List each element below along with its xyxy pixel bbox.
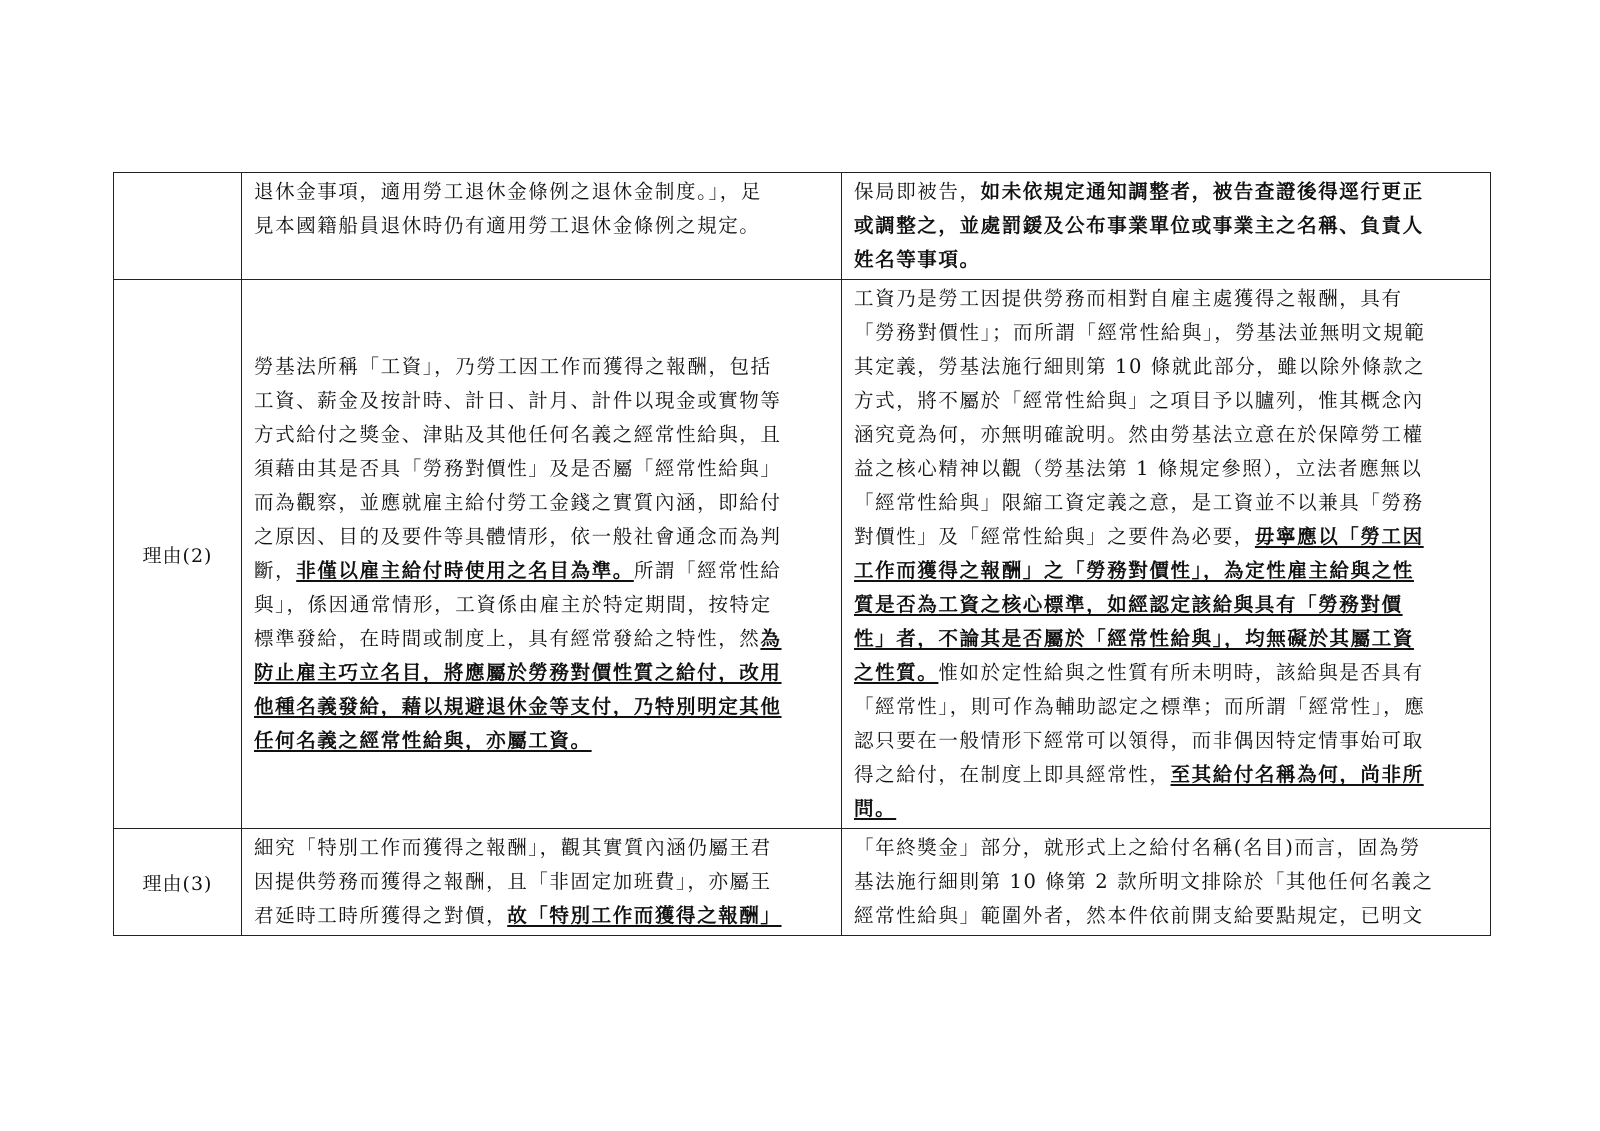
bold-text: 如未依規定通知調整者，被告查證後得逕行更正 bbox=[980, 180, 1424, 203]
text-line bbox=[254, 554, 827, 588]
text-segment: 斷， bbox=[254, 559, 297, 582]
text-segment: 而為觀察，並應就雇主給付勞工金錢之實質內涵，即給付 bbox=[254, 491, 782, 514]
text-line bbox=[854, 418, 1476, 452]
left-column-text bbox=[242, 173, 842, 280]
text-line bbox=[854, 792, 1476, 826]
text-segment: 益之核心精神以觀（勞基法第 1 條規定參照），立法者應無以 bbox=[854, 457, 1423, 480]
text-line bbox=[854, 865, 1476, 899]
text-line bbox=[254, 724, 827, 758]
text-line bbox=[854, 690, 1476, 724]
text-segment: 基法施行細則第 10 條第 2 款所明文排除於「其他任何名義之 bbox=[854, 870, 1434, 893]
text-line bbox=[854, 656, 1476, 690]
text-line bbox=[854, 520, 1476, 554]
text-segment: 君延時工時所獲得之對價， bbox=[254, 904, 508, 927]
document-table bbox=[113, 172, 1491, 936]
emphasized-text: 任何名義之經常性給與，亦屬工資。 bbox=[254, 729, 592, 752]
text-line bbox=[254, 418, 827, 452]
emphasized-text: 防止雇主巧立名目，將應屬於勞務對價性質之給付，改用 bbox=[254, 661, 782, 684]
text-line bbox=[854, 384, 1476, 418]
text-segment: 之原因、目的及要件等具體情形，依一般社會通念而為判 bbox=[254, 525, 782, 548]
paragraph bbox=[254, 350, 827, 758]
text-segment: 「勞務對價性」；而所謂「經常性給與」，勞基法並無明文規範 bbox=[854, 321, 1426, 344]
text-segment: 細究「特別工作而獲得之報酬」，觀其實質內涵仍屬王君 bbox=[254, 836, 772, 859]
text-line bbox=[854, 622, 1476, 656]
text-segment: 方式給付之獎金、津貼及其他任何名義之經常性給與，且 bbox=[254, 423, 782, 446]
text-segment: 須藉由其是否具「勞務對價性」及是否屬「經常性給與」 bbox=[254, 457, 782, 480]
text-segment: 工資、薪金及按計時、計日、計月、計件以現金或實物等 bbox=[254, 389, 782, 412]
text-segment: 與」，係因通常情形，工資係由雇主於特定期間，按特定 bbox=[254, 593, 772, 616]
text-line bbox=[254, 520, 827, 554]
text-segment: 見本國籍船員退休時仍有適用勞工退休金條例之規定。 bbox=[254, 214, 761, 237]
text-line bbox=[854, 243, 1476, 277]
paragraph bbox=[254, 175, 827, 243]
emphasized-text: 他種名義發給，藉以規避退休金等支付，乃特別明定其他 bbox=[254, 695, 782, 718]
text-segment: 退休金事項，適用勞工退休金條例之退休金制度。」，足 bbox=[254, 180, 763, 203]
table-row bbox=[114, 280, 1491, 829]
text-line bbox=[854, 724, 1476, 758]
text-line bbox=[254, 831, 827, 865]
right-column-text bbox=[842, 280, 1491, 829]
emphasized-text: 之性質。 bbox=[854, 661, 939, 684]
text-segment: 認只要在一般情形下經常可以領得，而非偶因特定情事始可取 bbox=[854, 729, 1424, 752]
text-line bbox=[254, 384, 827, 418]
paragraph bbox=[254, 831, 827, 933]
row-label: 理由(3) bbox=[114, 829, 242, 936]
text-segment: 因提供勞務而獲得之報酬，且「非固定加班費」，亦屬王 bbox=[254, 870, 772, 893]
bold-text: 姓名等事項。 bbox=[854, 248, 981, 271]
text-segment: 對價性」及「經常性給與」之要件為必要， bbox=[854, 525, 1255, 548]
right-column-text bbox=[842, 173, 1491, 280]
row-label bbox=[114, 173, 242, 280]
table-row bbox=[114, 173, 1491, 280]
text-line bbox=[254, 209, 827, 243]
left-column-text bbox=[242, 829, 842, 936]
text-line bbox=[254, 452, 827, 486]
emphasized-text: 為 bbox=[760, 627, 782, 650]
text-line bbox=[854, 588, 1476, 622]
text-segment: 工資乃是勞工因提供勞務而相對自雇主處獲得之報酬，具有 bbox=[854, 287, 1403, 310]
text-line bbox=[254, 588, 827, 622]
text-line bbox=[254, 865, 827, 899]
text-segment: 標準發給，在時間或制度上，具有經常發給之特性，然 bbox=[254, 627, 761, 650]
emphasized-text: 毋寧應以「勞工因 bbox=[1254, 525, 1424, 548]
text-line bbox=[854, 486, 1476, 520]
left-column-text bbox=[242, 280, 842, 829]
text-line bbox=[854, 554, 1476, 588]
text-segment: 所謂「經常性給 bbox=[633, 559, 782, 582]
text-line bbox=[854, 282, 1476, 316]
text-segment: 其定義，勞基法施行細則第 10 條就此部分，雖以除外條款之 bbox=[854, 355, 1426, 378]
text-segment: 「經常性」，則可作為輔助認定之標準；而所謂「經常性」，應 bbox=[854, 695, 1426, 718]
text-line bbox=[854, 350, 1476, 384]
paragraph bbox=[854, 831, 1476, 933]
text-segment: 經常性給與」範圍外者，然本件依前開支給要點規定，已明文 bbox=[854, 904, 1424, 927]
text-line bbox=[854, 899, 1476, 933]
emphasized-text: 工作而獲得之報酬」之「勞務對價性」，為定性雇主給與之性 bbox=[854, 559, 1414, 582]
text-segment: 方式，將不屬於「經常性給與」之項目予以臚列，惟其概念內 bbox=[854, 389, 1424, 412]
text-segment: 惟如於定性給與之性質有所未明時，該給與是否具有 bbox=[938, 661, 1424, 684]
text-line bbox=[254, 690, 827, 724]
text-line bbox=[854, 831, 1476, 865]
text-line bbox=[854, 316, 1476, 350]
text-line bbox=[254, 486, 827, 520]
text-segment: 保局即被告， bbox=[854, 180, 981, 203]
emphasized-text: 質是否為工資之核心標準，如經認定該給與具有「勞務對價 bbox=[854, 593, 1403, 616]
emphasized-text: 問。 bbox=[854, 797, 897, 820]
paragraph bbox=[854, 175, 1476, 277]
text-line bbox=[254, 656, 827, 690]
text-segment: 勞基法所稱「工資」，乃勞工因工作而獲得之報酬，包括 bbox=[254, 355, 772, 378]
emphasized-text: 性」者，不論其是否屬於「經常性給與」，均無礙於其屬工資 bbox=[854, 627, 1414, 650]
table-row bbox=[114, 829, 1491, 936]
emphasized-text: 非僅以雇主給付時使用之名目為準。 bbox=[296, 559, 634, 582]
bold-text: 或調整之，並處罰鍰及公布事業單位或事業主之名稱、負責人 bbox=[854, 214, 1424, 237]
emphasized-text: 至其給付名稱為何，尚非所 bbox=[1170, 763, 1424, 786]
right-column-text bbox=[842, 829, 1491, 936]
text-line bbox=[854, 175, 1476, 209]
text-line bbox=[254, 350, 827, 384]
text-line bbox=[854, 209, 1476, 243]
text-line bbox=[854, 452, 1476, 486]
text-line bbox=[254, 622, 827, 656]
text-segment: 「年終獎金」部分，就形式上之給付名稱(名目)而言，固為勞 bbox=[854, 836, 1422, 859]
text-segment: 涵究竟為何，亦無明確說明。然由勞基法立意在於保障勞工權 bbox=[854, 423, 1424, 446]
text-segment: 「經常性給與」限縮工資定義之意，是工資並不以兼具「勞務 bbox=[854, 491, 1424, 514]
text-line bbox=[854, 758, 1476, 792]
paragraph bbox=[854, 282, 1476, 826]
text-line bbox=[254, 899, 827, 933]
emphasized-text: 故「特別工作而獲得之報酬」 bbox=[507, 904, 782, 927]
text-segment: 得之給付，在制度上即具經常性， bbox=[854, 763, 1171, 786]
text-line bbox=[254, 175, 827, 209]
row-label: 理由(2) bbox=[114, 280, 242, 829]
